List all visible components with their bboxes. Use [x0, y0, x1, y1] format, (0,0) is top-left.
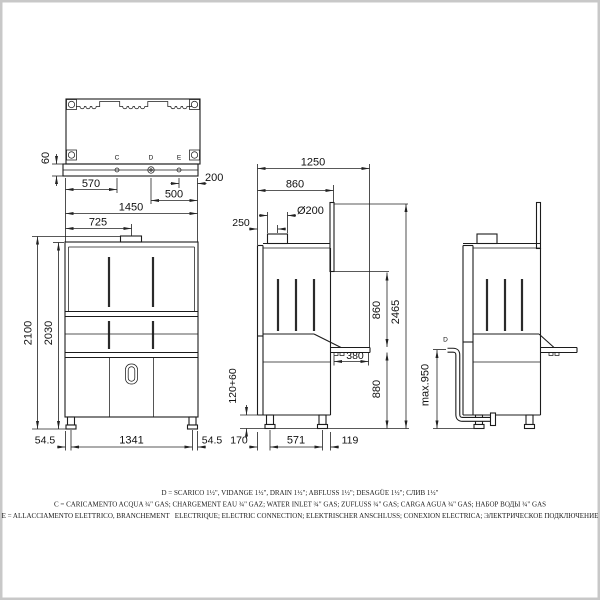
dim-table-depth: 380 — [346, 350, 364, 362]
legend-line-electric: E = ALLACCIAMENTO ELETTRICO, BRANCHEMENT ELECTRIQUE; ELECTRIC CONNECTION; ELEKTRISCHER ANSCHLUSS; CONEXION ELECTRICA; ЭЛЕКТРИЧЕСКОЕ ПОДКЛЮЧЕНИЕ — [1, 512, 599, 520]
dim-chimney-dia: Ø200 — [297, 205, 324, 217]
front-hood-slots — [109, 257, 153, 307]
dim-height-total: 2100 — [22, 320, 35, 346]
dim-feet-span: 1341 — [119, 434, 144, 447]
legend-line-water: C = CARICAMENTO ACQUA ¾" GAS; CHARGEMENT EAU ¾" GAZ; WATER INLET ¾" GAS; ZUFLUSS ¾" GAS; CARGA AGUA ¾" GAS; НАБОР ВОДЫ ¾" GAS — [53, 500, 547, 509]
side-view — [227, 157, 409, 451]
rear-vent-duct — [537, 203, 541, 249]
top-view — [40, 99, 223, 242]
dim-side-feet-span: 571 — [286, 434, 306, 447]
rear-view — [420, 203, 578, 429]
rear-front-panel — [463, 246, 473, 416]
drain-pipe-cap — [491, 413, 496, 426]
side-chimney — [268, 234, 288, 244]
rear-port-label-d: D — [443, 336, 448, 344]
side-feet — [265, 415, 328, 429]
page-frame — [1, 1, 599, 599]
dim-strip-offset: 60 — [40, 151, 52, 165]
port-label-d: D — [148, 154, 154, 162]
dim-d-from-right: 500 — [164, 188, 184, 201]
dim-depth-total: 1250 — [300, 156, 326, 169]
front-view — [23, 202, 223, 451]
port-label-e: E — [176, 154, 182, 162]
dim-front-chimney-center: 725 — [88, 216, 108, 229]
side-hood-slots — [278, 279, 314, 331]
front-view-dimensions — [32, 214, 206, 451]
dim-height-body: 2030 — [43, 320, 55, 346]
dim-foot-to-back: 119 — [341, 434, 359, 447]
port-label-c: C — [114, 154, 120, 162]
plan-top-notch-profile — [76, 102, 192, 109]
side-diagonal-brace — [314, 334, 341, 348]
dim-c-from-left: 570 — [81, 178, 101, 190]
rear-chimney — [477, 234, 497, 244]
front-door-handle-inner — [128, 367, 135, 381]
side-front-panel — [258, 246, 264, 416]
dim-table-height: 880 — [371, 379, 383, 399]
dim-front-width: 1450 — [118, 201, 144, 214]
dim-height-with-duct: 2465 — [390, 299, 402, 325]
dim-opening-above-table: 860 — [371, 300, 383, 320]
front-hood-inner — [69, 247, 195, 312]
front-mid-slots — [109, 321, 153, 349]
rear-hood-slots — [487, 279, 522, 331]
rear-view-dimensions — [433, 350, 476, 429]
dim-foot-left: 54.5 — [34, 434, 56, 447]
dim-chimney-center: 250 — [232, 217, 250, 229]
drain-pipe — [448, 350, 496, 425]
side-view-dimensions — [240, 164, 409, 451]
dim-feet-range: 120+60 — [227, 368, 239, 404]
front-body-outline — [65, 242, 198, 417]
dim-foot-right: 54.5 — [201, 434, 223, 447]
dim-front-to-foot: 170 — [230, 434, 248, 447]
dim-drain-max: max.950 — [419, 363, 432, 407]
rear-table — [541, 348, 578, 356]
legend-line-drain: D = SCARICO 1½", VIDANGE 1½", DRAIN 1½"; ABFLUSS 1½"; DESAGÜE 1½"; СЛИВ 1½" — [161, 489, 439, 497]
dim-e-from-right: 200 — [205, 172, 224, 184]
legend — [2, 489, 599, 520]
rear-diagonal-brace — [539, 334, 554, 348]
front-chimney — [121, 236, 142, 242]
front-feet — [66, 417, 198, 429]
dim-depth-body: 860 — [285, 178, 305, 191]
